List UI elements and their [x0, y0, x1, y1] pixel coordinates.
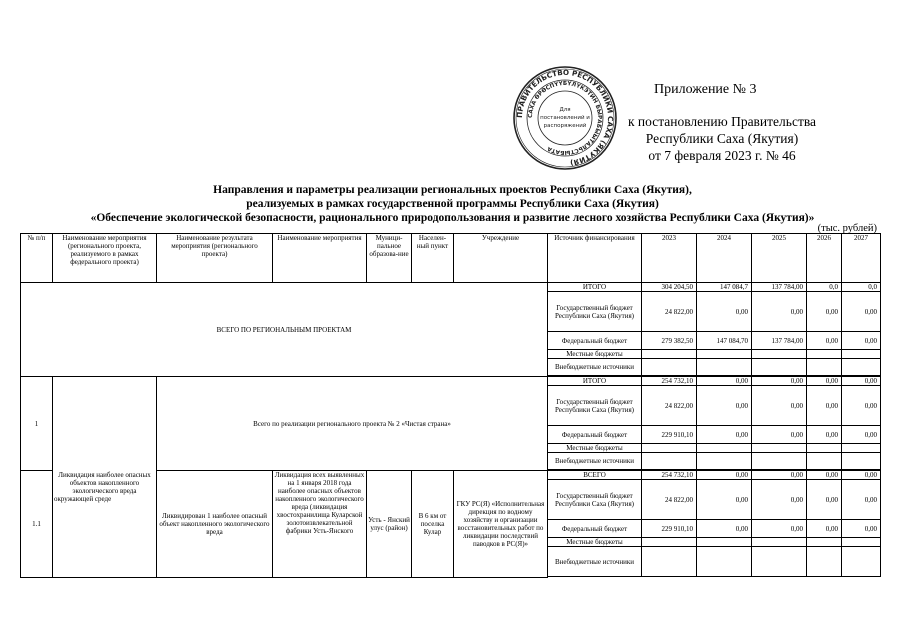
value-cell: 0,00	[842, 292, 881, 332]
value-cell	[697, 538, 752, 547]
value-cell: 0,00	[697, 426, 752, 444]
official-seal	[513, 66, 617, 170]
value-cell: 0,00	[697, 520, 752, 538]
source-cell: Местные бюджеты	[548, 538, 642, 547]
federal-project-name: Ликвидация наиболее опасных объектов накопленного экологического вреда окружающей среде	[53, 471, 157, 578]
value-cell: 0,00	[842, 332, 881, 350]
value-cell: 0,00	[807, 426, 842, 444]
value-cell	[642, 444, 697, 453]
value-cell: 147 084,7	[697, 283, 752, 292]
value-cell	[752, 538, 807, 547]
col-header-source: Источник финансирования	[548, 234, 642, 283]
value-cell: 0,00	[752, 426, 807, 444]
title-line: Направления и параметры реализации региональных проектов Республики Саха (Якутия),	[213, 184, 692, 196]
value-cell	[642, 359, 697, 376]
value-cell	[842, 350, 881, 359]
value-cell: 0,0	[807, 283, 842, 292]
value-cell	[697, 444, 752, 453]
seal-inner-text: САХА ӨРӨСПҮҮБҮЛҮКЭТИН БЫРАБЫЫТАЛЬСТЫБАТА	[527, 80, 603, 156]
value-cell	[807, 444, 842, 453]
value-cell: 0,00	[807, 520, 842, 538]
col-header-result: Наименование результата мероприятия (регионального проекта)	[157, 234, 273, 283]
result-name: Ликвидирован 1 наиболее опасный объект накопленного экологического вреда	[157, 471, 273, 578]
source-cell: Государственный бюджет Республики Саха (Якутия)	[548, 480, 642, 520]
all-projects-label: ВСЕГО ПО РЕГИОНАЛЬНЫМ ПРОЕКТАМ	[21, 283, 548, 377]
value-cell: 0,00	[842, 386, 881, 426]
value-cell: 229 910,10	[642, 426, 697, 444]
value-cell: 137 784,00	[752, 283, 807, 292]
decree-line: от 7 февраля 2023 г. № 46	[648, 148, 796, 163]
value-cell	[807, 538, 842, 547]
source-cell: ИТОГО	[548, 377, 642, 386]
decree-reference	[612, 113, 832, 164]
value-cell: 24 822,00	[642, 386, 697, 426]
table-row	[21, 283, 881, 292]
value-cell: 254 732,10	[642, 377, 697, 386]
institution-name: ГКУ РС(Я) «Исполнительная дирекция по водному хозяйству и организации восстановительных работ по ликвидации последствий паводков в РС(Я)»	[454, 471, 548, 578]
value-cell	[842, 453, 881, 470]
col-header-federal-project: Наименование мероприятия (регионального проекта, реализуемого в рамках федерального проекта)	[53, 234, 157, 283]
col-header-2026: 2026	[807, 234, 842, 283]
value-cell: 0,0	[842, 283, 881, 292]
source-cell: ВСЕГО	[548, 471, 642, 480]
col-header-activity: Наименование мероприятия	[273, 234, 367, 283]
value-cell: 0,00	[807, 480, 842, 520]
source-cell: ИТОГО	[548, 283, 642, 292]
value-cell	[752, 444, 807, 453]
value-cell	[842, 547, 881, 577]
value-cell: 0,00	[807, 471, 842, 480]
source-cell: Федеральный бюджет	[548, 426, 642, 444]
title-line: реализуемых в рамках государственной программы Республики Саха (Якутия)	[246, 198, 659, 210]
col-header-num: № п/п	[21, 234, 53, 283]
source-cell: Местные бюджеты	[548, 350, 642, 359]
col-header-2027: 2027	[842, 234, 881, 283]
section-1-label: Всего по реализации регионального проекта № 2 «Чистая страна»	[157, 377, 548, 471]
federal-project-cell-top	[53, 377, 157, 471]
value-cell: 0,00	[752, 377, 807, 386]
col-header-2023: 2023	[642, 234, 697, 283]
col-header-2025: 2025	[752, 234, 807, 283]
regional-projects-table	[20, 233, 881, 578]
value-cell: 0,00	[752, 520, 807, 538]
value-cell	[642, 538, 697, 547]
col-header-2024: 2024	[697, 234, 752, 283]
value-cell: 0,00	[807, 332, 842, 350]
value-cell: 0,00	[842, 471, 881, 480]
value-cell: 0,00	[752, 480, 807, 520]
value-cell: 24 822,00	[642, 480, 697, 520]
value-cell	[752, 453, 807, 470]
value-cell: 0,00	[752, 471, 807, 480]
value-cell	[697, 359, 752, 376]
source-cell: Государственный бюджет Республики Саха (Якутия)	[548, 292, 642, 332]
value-cell: 0,00	[697, 377, 752, 386]
document-title	[20, 183, 885, 225]
value-cell: 0,00	[807, 386, 842, 426]
value-cell: 0,00	[842, 520, 881, 538]
source-cell: Внебюджетные источники	[548, 359, 642, 376]
value-cell	[807, 453, 842, 470]
value-cell	[642, 350, 697, 359]
activity-name: Ликвидация всех выявленных на 1 января 2018 года наиболее опасных объектов накопленного экологического вреда (ликвидация хвостохранилища Куларской золотоизвлекательной фабрики Усть-Янского	[273, 471, 367, 578]
seal-center-line1: Для	[559, 107, 571, 113]
value-cell: 0,00	[697, 386, 752, 426]
source-cell: Федеральный бюджет	[548, 332, 642, 350]
value-cell	[752, 547, 807, 577]
value-cell	[807, 350, 842, 359]
value-cell: 304 204,50	[642, 283, 697, 292]
units-label: (тыс. рублей)	[817, 223, 877, 234]
value-cell: 137 784,00	[752, 332, 807, 350]
value-cell: 0,00	[807, 377, 842, 386]
value-cell: 0,00	[842, 377, 881, 386]
value-cell: 0,00	[697, 471, 752, 480]
source-cell: Государственный бюджет Республики Саха (Якутия)	[548, 386, 642, 426]
seal-outer-text: ПРАВИТЕЛЬСТВО РЕСПУБЛИКИ САХА (ЯКУТИЯ)	[514, 67, 616, 168]
value-cell	[697, 453, 752, 470]
value-cell	[807, 359, 842, 376]
municipality-name: Усть - Янский улус (район)	[367, 471, 412, 578]
source-cell: Внебюджетные источники	[548, 547, 642, 577]
value-cell	[842, 538, 881, 547]
value-cell: 0,00	[807, 292, 842, 332]
value-cell: 0,00	[697, 292, 752, 332]
value-cell: 147 084,70	[697, 332, 752, 350]
value-cell	[752, 350, 807, 359]
seal-center-line3: распоряжений	[543, 123, 587, 129]
value-cell: 0,00	[842, 480, 881, 520]
decree-line: Республики Саха (Якутия)	[645, 131, 799, 146]
col-header-municipality: Муници-пальное образова-ние	[367, 234, 412, 283]
value-cell: 229 910,10	[642, 520, 697, 538]
value-cell: 254 732,10	[642, 471, 697, 480]
title-line: «Обеспечение экологической безопасности, рационального природопользования и развитие лесного хозяйства Республики Саха (Якутия)»	[90, 212, 815, 224]
value-cell: 24 822,00	[642, 292, 697, 332]
value-cell	[642, 453, 697, 470]
table-row	[21, 471, 881, 480]
value-cell	[842, 444, 881, 453]
value-cell	[752, 359, 807, 376]
row-number: 1.1	[21, 471, 53, 578]
value-cell	[697, 350, 752, 359]
col-header-institution: Учреждение	[454, 234, 548, 283]
seal-center-line2: постановлений и	[540, 115, 590, 121]
settlement-name: В 6 км от поселка Кулар	[412, 471, 454, 578]
source-cell: Внебюджетные источники	[548, 453, 642, 470]
table-row	[21, 377, 881, 386]
value-cell: 279 382,50	[642, 332, 697, 350]
value-cell	[807, 547, 842, 577]
value-cell	[697, 547, 752, 577]
value-cell	[642, 547, 697, 577]
row-number: 1	[21, 377, 53, 471]
source-cell: Федеральный бюджет	[548, 520, 642, 538]
col-header-settlement: Населен-ный пункт	[412, 234, 454, 283]
table-header-row	[21, 234, 881, 283]
value-cell: 0,00	[752, 292, 807, 332]
decree-line: к постановлению Правительства	[627, 114, 817, 129]
value-cell: 0,00	[842, 426, 881, 444]
value-cell: 0,00	[697, 480, 752, 520]
value-cell: 0,00	[752, 386, 807, 426]
source-cell: Местные бюджеты	[548, 444, 642, 453]
value-cell	[842, 359, 881, 376]
appendix-label: Приложение № 3	[654, 82, 757, 97]
